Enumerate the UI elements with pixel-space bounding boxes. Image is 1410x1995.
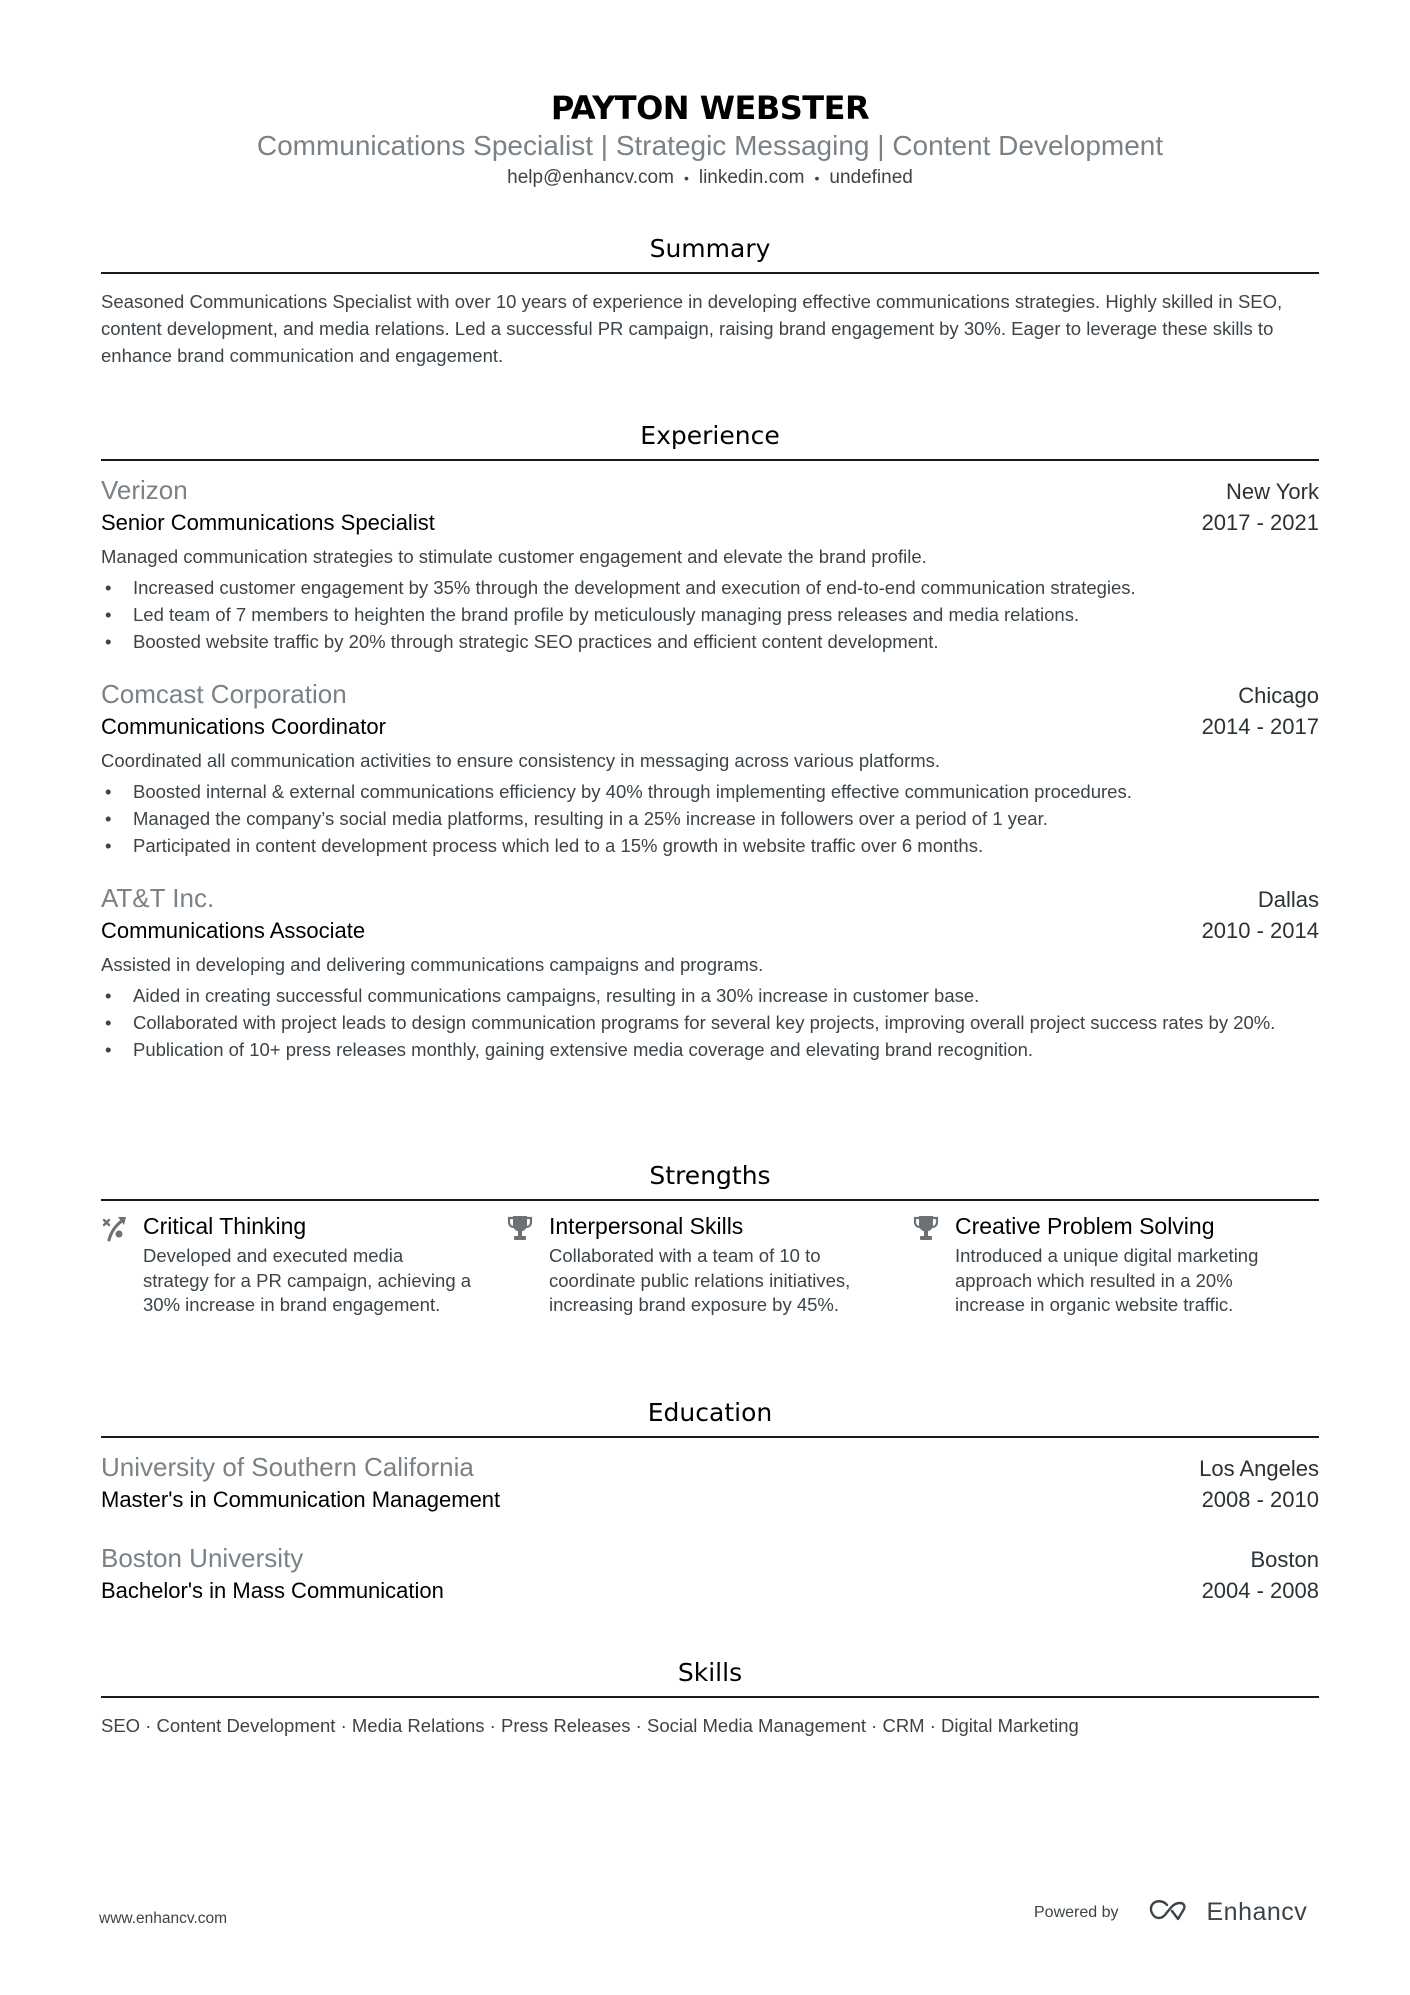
job-location: Dallas [1257,887,1319,912]
education-dates: 2008 - 2010 [1201,1487,1319,1512]
section-divider [101,459,1319,461]
company-name: Verizon [101,475,188,505]
education-entry [101,1450,1319,1516]
candidate-name: PAYTON WEBSTER [550,89,870,127]
resume-page [101,0,1319,1736]
contact-line [101,165,1319,191]
skills-section [101,1656,1319,1739]
achievement-item: • Boosted internal & external communications efficiency by 40% through implementing effective communication procedures. [101,778,1319,805]
enhancv-logo-icon [1147,1897,1195,1928]
company-name: Comcast Corporation [101,679,347,709]
job-title: Senior Communications Specialist [101,510,435,535]
achievement-item: • Increased customer engagement by 35% through the development and execution of end-to-end communication strategies. [101,574,1319,601]
strength-item [101,1211,507,1318]
skills-list: SEO · Content Development · Media Relations · Press Releases · Social Media Management · CRM · Digital Marketing [101,1715,1079,1736]
experience-entry [101,881,1319,1063]
candidate-headline: Communications Specialist | Strategic Messaging | Content Development [256,130,1164,161]
contact-email[interactable]: help@enhancv.com [507,167,674,189]
strength-title: Critical Thinking [143,1213,307,1239]
contact-linkedin[interactable]: linkedin.com [698,167,805,189]
education-entry [101,1541,1319,1607]
company-name: AT&T Inc. [101,883,215,913]
strategy-arrow-icon [101,1211,143,1318]
achievement-item: • Participated in content development process which led to a 15% growth in website traffic over 6 months. [101,832,1319,859]
section-title-summary: Summary [649,234,771,263]
achievement-list [101,574,1319,655]
trophy-icon [507,1211,549,1318]
achievement-item: • Boosted website traffic by 20% through strategic SEO practices and efficient content development. [101,628,1319,655]
section-title-education: Education [647,1398,773,1427]
resume-header [101,0,1319,191]
job-dates: 2014 - 2017 [1201,714,1319,739]
experience-entry [101,677,1319,859]
strengths-grid [101,1211,1319,1318]
job-description: Coordinated all communication activities to ensure consistency in messaging across various platforms. [101,750,941,771]
job-description: Managed communication strategies to stimulate customer engagement and elevate the brand profile. [101,546,927,567]
degree: Bachelor's in Mass Communication [101,1578,444,1603]
strength-title: Interpersonal Skills [549,1213,744,1239]
education-section [101,1396,1319,1607]
summary-text: Seasoned Communications Specialist with over 10 years of experience in developing effective communications strategies. Highly skilled in SEO, content development, and media relations. Led a successful PR campaign, raising brand engagement by 30%. Eager to leverage these skills to enhance brand communication and engagement. [101,291,1283,366]
school-location: Boston [1250,1547,1319,1572]
strengths-section [101,1159,1319,1318]
job-dates: 2010 - 2014 [1201,918,1319,943]
footer-website[interactable]: www.enhancv.com [99,1910,228,1927]
strength-title: Creative Problem Solving [955,1213,1215,1239]
strength-description: Developed and executed media strategy for a PR campaign, achieving a 30% increase in brand engagement. [143,1245,472,1315]
section-divider [101,1696,1319,1698]
achievement-item: • Publication of 10+ press releases monthly, gaining extensive media coverage and elevating brand recognition. [101,1036,1319,1063]
school-name: Boston University [101,1543,304,1573]
enhancv-brand-name: Enhancv [1206,1898,1308,1926]
strength-description: Introduced a unique digital marketing approach which resulted in a 20% increase in organic website traffic. [955,1245,1259,1315]
experience-section [101,419,1319,1063]
achievement-item: • Aided in creating successful communications campaigns, resulting in a 30% increase in customer base. [101,982,1319,1009]
job-dates: 2017 - 2021 [1201,510,1319,535]
achievement-item: • Managed the company’s social media platforms, resulting in a 25% increase in followers over a period of 1 year. [101,805,1319,832]
contact-separator: • [683,170,689,186]
section-divider [101,1436,1319,1438]
section-divider [101,272,1319,274]
education-dates: 2004 - 2008 [1201,1578,1319,1603]
achievement-item: • Collaborated with project leads to design communication programs for several key projects, improving overall project success rates by 20%. [101,1009,1319,1036]
school-location: Los Angeles [1199,1456,1319,1481]
contact-extra: undefined [829,167,913,189]
footer-branding [1034,1897,1307,1928]
job-title: Communications Associate [101,918,366,943]
school-name: University of Southern California [101,1452,474,1482]
strength-description: Collaborated with a team of 10 to coordinate public relations initiatives, increasing brand exposure by 45%. [549,1245,851,1315]
strength-item [913,1211,1319,1318]
job-description: Assisted in developing and delivering communications campaigns and programs. [101,954,764,975]
job-location: New York [1226,479,1319,504]
section-divider [101,1199,1319,1201]
section-title-strengths: Strengths [649,1161,771,1190]
section-title-skills: Skills [677,1658,743,1687]
section-title-experience: Experience [640,421,780,450]
experience-entry [101,473,1319,655]
contact-separator: • [814,170,820,186]
job-title: Communications Coordinator [101,714,386,739]
summary-section [101,232,1319,369]
powered-by-label: Powered by [1034,1903,1119,1921]
strength-item [507,1211,913,1318]
job-location: Chicago [1238,683,1319,708]
trophy-icon [913,1211,955,1318]
achievement-list [101,982,1319,1063]
achievement-list [101,778,1319,859]
achievement-item: • Led team of 7 members to heighten the brand profile by meticulously managing press releases and media relations. [101,601,1319,628]
degree: Master's in Communication Management [101,1487,501,1512]
